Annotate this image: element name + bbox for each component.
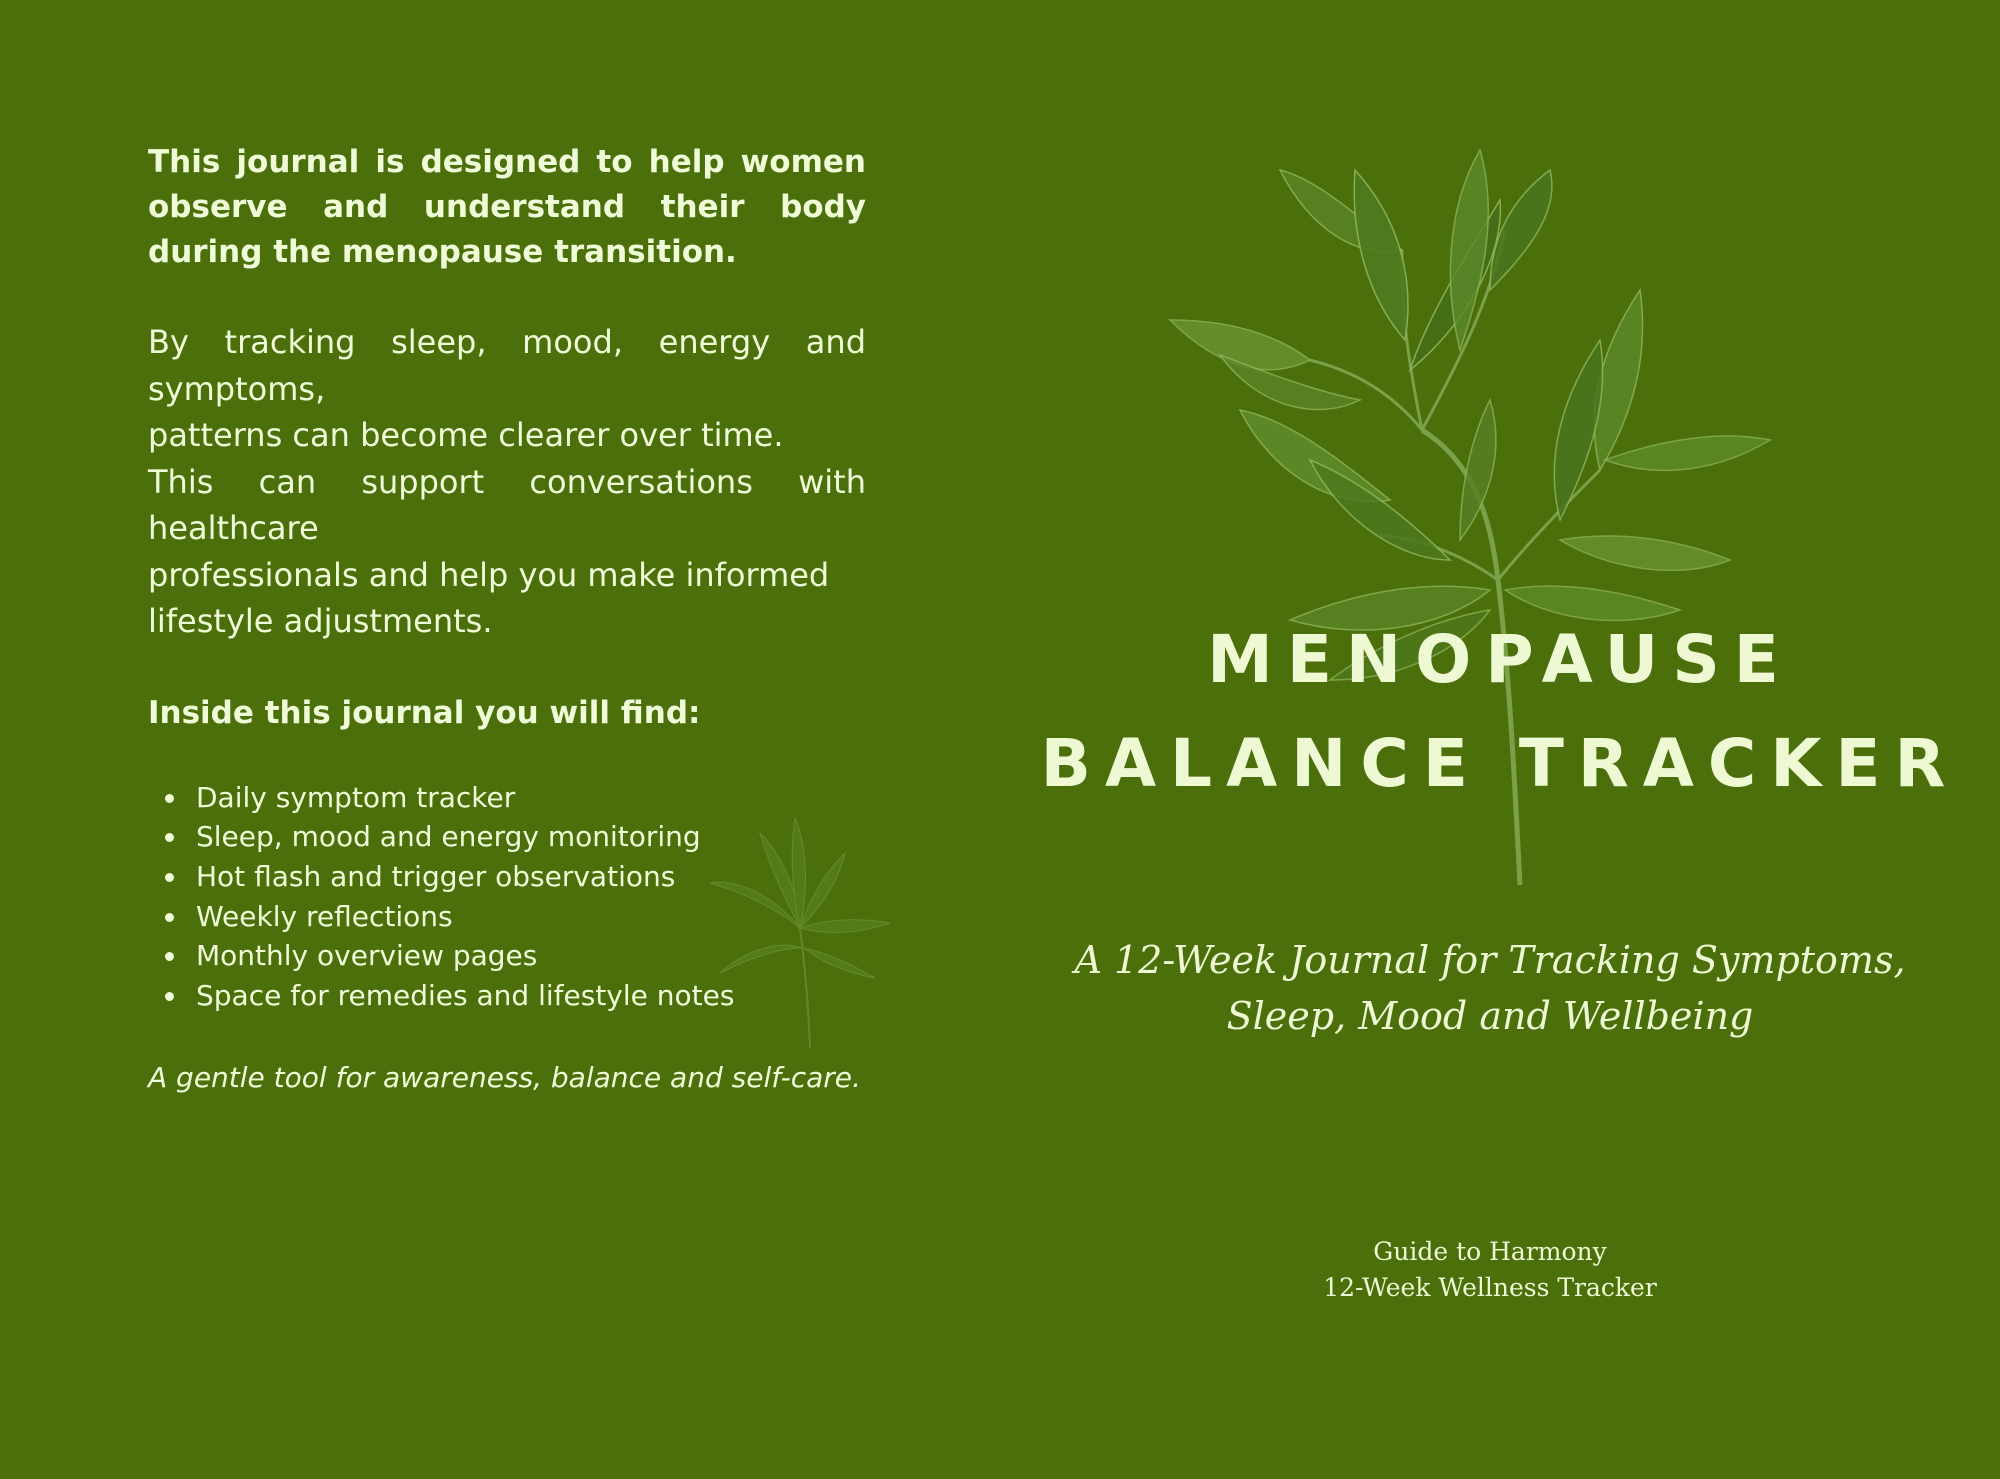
intro-text: This journal is designed to help women observe and understand their body during the menopause transition.: [148, 144, 866, 270]
brand-tagline: 12-Week Wellness Tracker: [1323, 1273, 1657, 1302]
list-item: Hot flash and trigger observations: [196, 857, 866, 897]
brand-block: [1190, 1234, 1790, 1306]
list-item: Space for remedies and lifestyle notes: [196, 976, 866, 1016]
closing-text: A gentle tool for awareness, balance and self-care.: [148, 1060, 861, 1094]
brand-name: Guide to Harmony: [1373, 1237, 1607, 1266]
cover-title-line1: MENOPAUSE: [1207, 621, 1793, 698]
body-line: By tracking sleep, mood, energy and: [148, 323, 866, 361]
inside-heading: Inside this journal you will find:: [148, 694, 701, 731]
list-item: Weekly reflections: [196, 897, 866, 937]
small-leaf-icon: [700, 808, 890, 1048]
subtitle-line2: Sleep, Mood and Wellbeing: [1226, 994, 1754, 1038]
list-item: Monthly overview pages: [196, 936, 866, 976]
body-line: professionals and help you make informed: [148, 555, 830, 594]
body-line: This can support conversations with: [148, 462, 866, 501]
subtitle-line1: A 12-Week Journal for Tracking Symptoms,: [1074, 938, 1906, 982]
body-line: symptoms,: [148, 369, 326, 408]
body-paragraph: [148, 319, 866, 645]
list-item: Daily symptom tracker: [196, 778, 866, 818]
list-item: Sleep, mood and energy monitoring: [196, 817, 866, 857]
body-line: healthcare: [148, 509, 319, 547]
body-line: patterns can become clearer over time.: [148, 416, 784, 454]
cover-title-line2: BALANCE TRACKER: [1040, 725, 1960, 802]
cover-subtitle: [1040, 932, 1940, 1044]
body-line: lifestyle adjustments.: [148, 602, 493, 640]
